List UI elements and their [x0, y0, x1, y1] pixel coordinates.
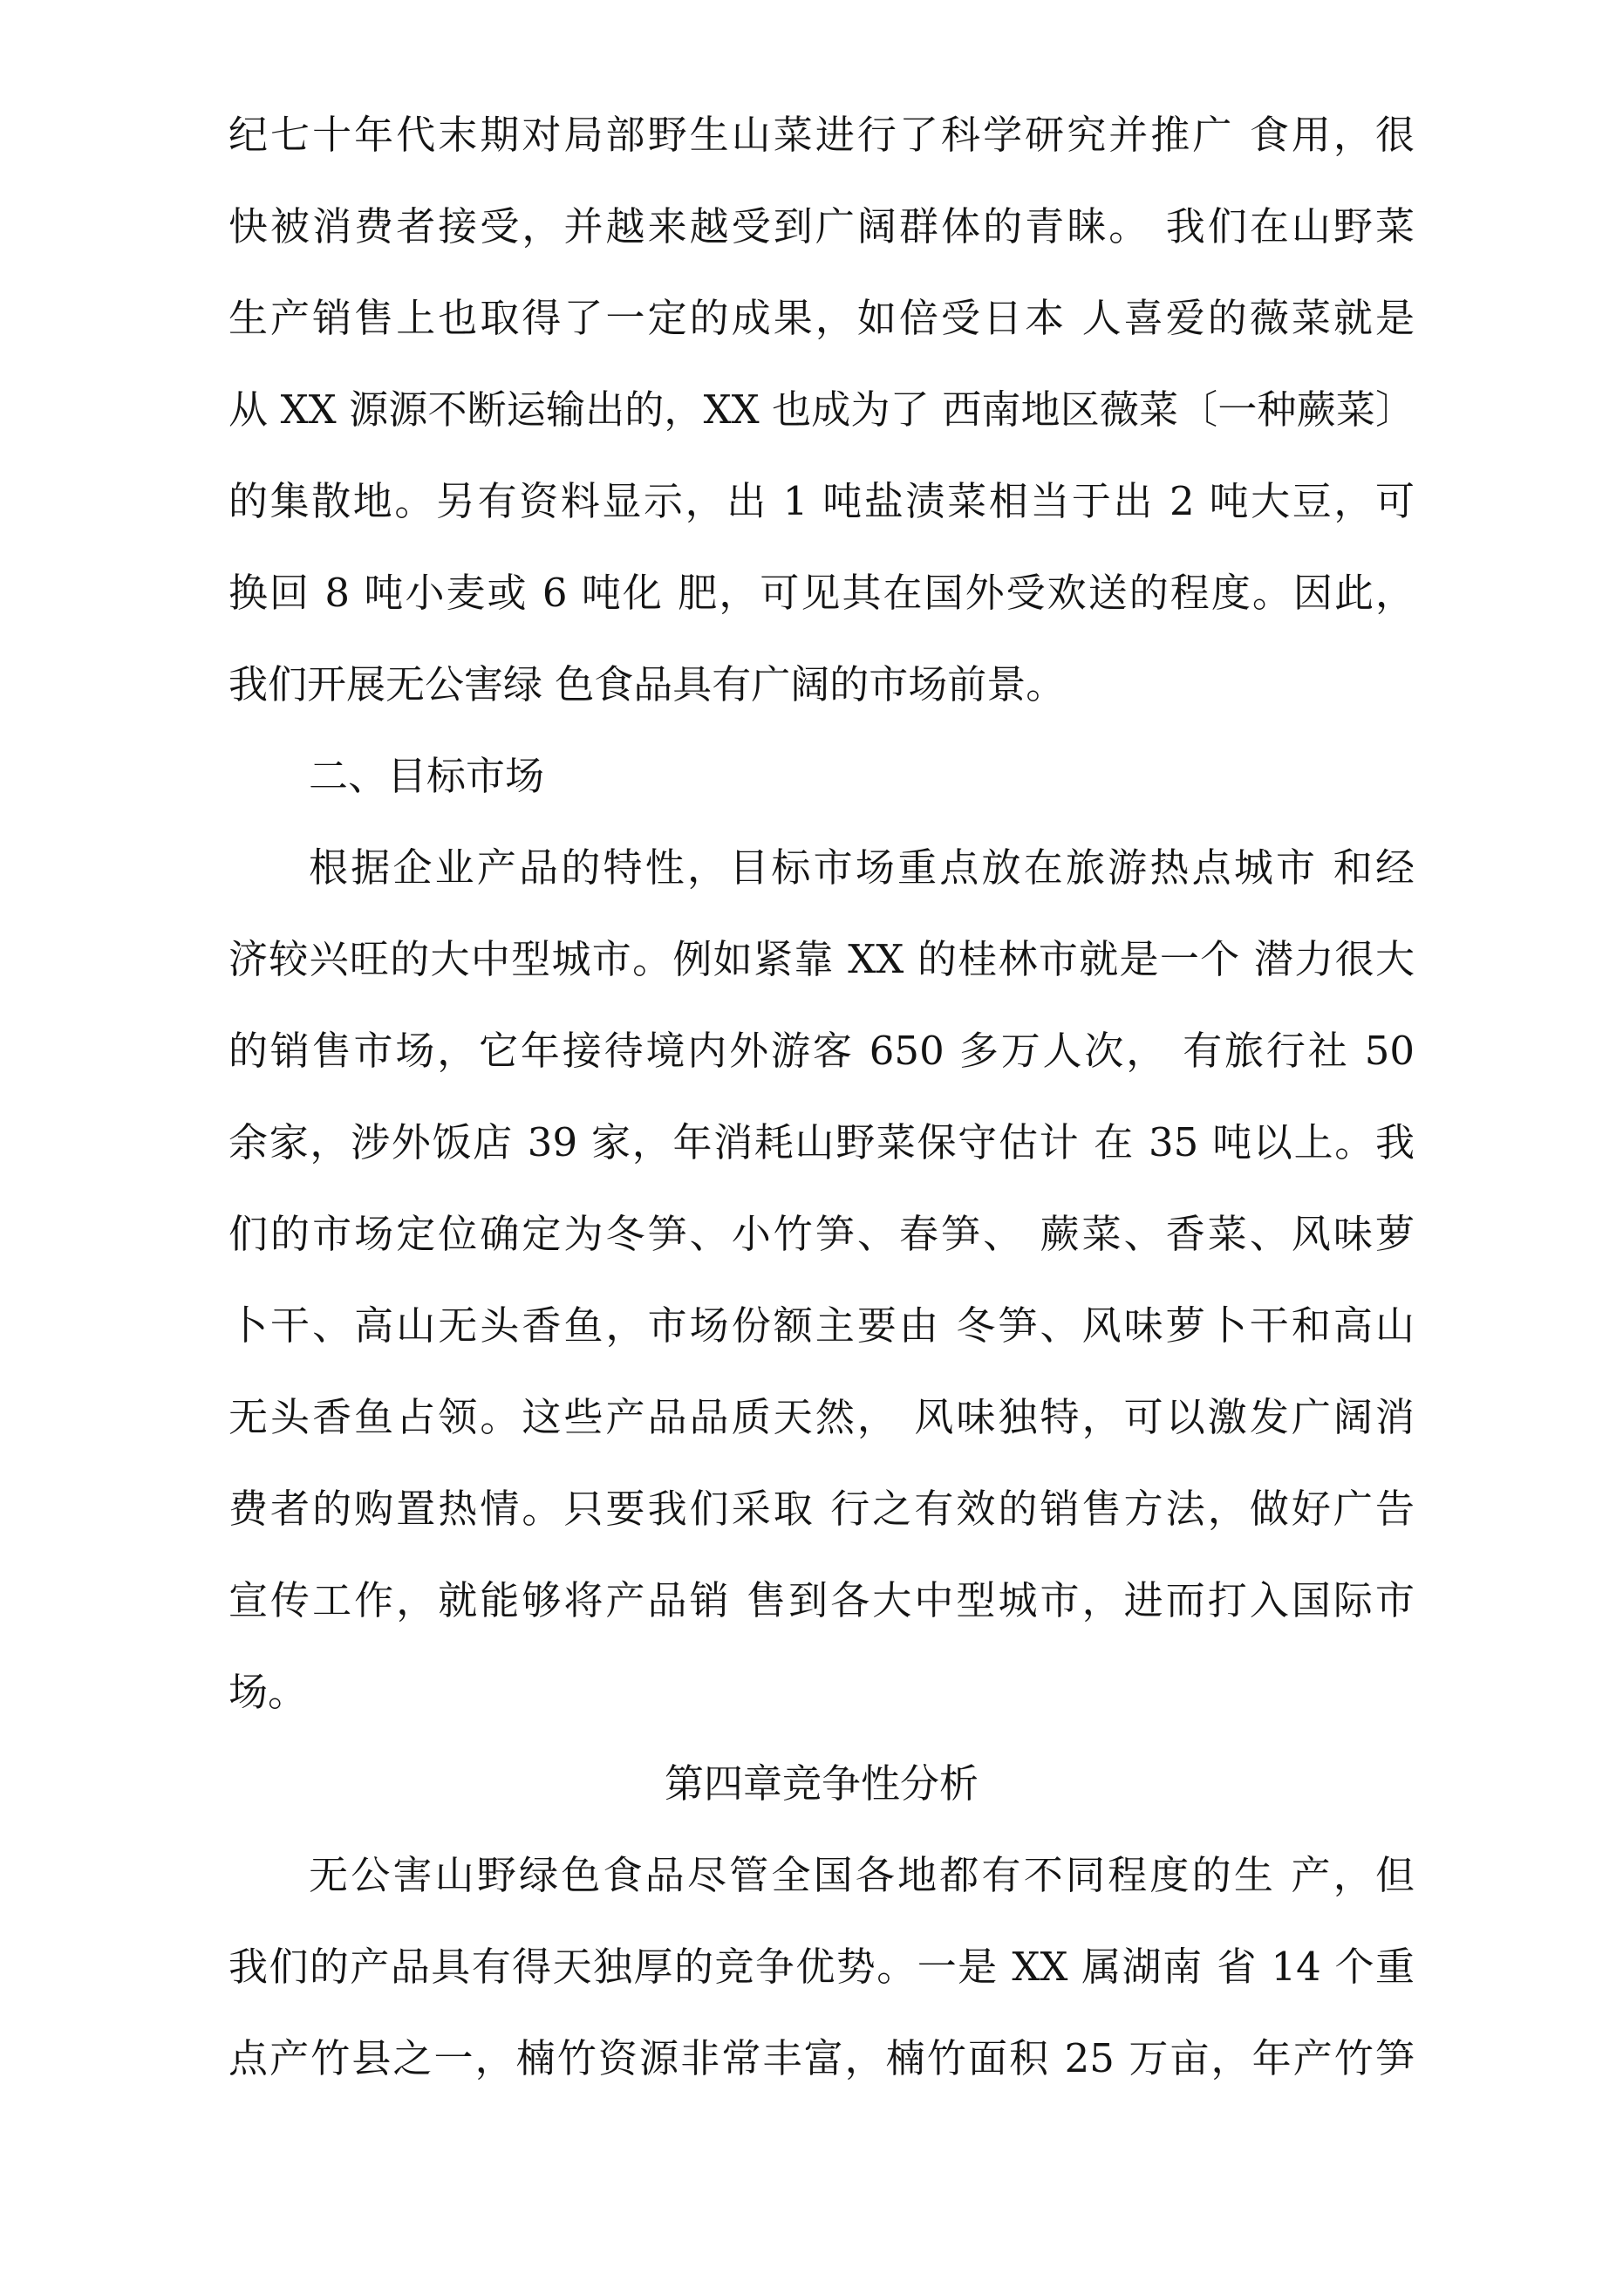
paragraph-1-line-3: 生产销售上也取得了一定的成果，如倍受日本 人喜爱的薇菜就是	[228, 295, 1415, 341]
paragraph-2-line-4: 余家，涉外饭店 39 家，年消耗山野菜保守估计 在 35 吨以上。我	[228, 1119, 1415, 1165]
paragraph-1-line-4: 从 XX 源源不断运输出的，XX 也成为了 西南地区薇菜〔一种蕨菜〕	[228, 386, 1415, 433]
paragraph-2-line-3: 的销售市场，它年接待境内外游客 650 多万人次， 有旅行社 50	[228, 1028, 1415, 1074]
paragraph-2-line-2: 济较兴旺的大中型城市。例如紧靠 XX 的桂林市就是一个 潜力很大	[228, 936, 1415, 982]
paragraph-3-line-2: 我们的产品具有得天独厚的竞争优势。一是 XX 属湖南 省 14 个重	[228, 1944, 1415, 1990]
paragraph-1-line-1: 纪七十年代末期对局部野生山菜进行了科学研究并推广 食用，很	[228, 112, 1415, 158]
section-heading-target-market: 二、目标市场	[309, 753, 545, 799]
paragraph-1-line-2: 快被消费者接受，并越来越受到广阔群体的青睐。 我们在山野菜	[228, 203, 1415, 249]
chapter-heading-competitive-analysis: 第四章竞争性分析	[664, 1760, 979, 1807]
paragraph-2-line-5: 们的市场定位确定为冬笋、小竹笋、春笋、 蕨菜、香菜、风味萝	[228, 1211, 1415, 1257]
paragraph-2-line-9: 宣传工作，就能够将产品销 售到各大中型城市，进而打入国际市	[228, 1577, 1415, 1623]
paragraph-2-line-10: 场。	[228, 1669, 308, 1715]
paragraph-1-line-5: 的集散地。另有资料显示，出 1 吨盐渍菜相当于出 2 吨大豆，可	[228, 478, 1415, 524]
paragraph-3-line-1: 无公害山野绿色食品尽管全国各地都有不同程度的生 产，但	[309, 1852, 1415, 1898]
paragraph-2-line-6: 卜干、高山无头香鱼，市场份额主要由 冬笋、风味萝卜干和高山	[228, 1302, 1415, 1349]
paragraph-1-line-7: 我们开展无公害绿 色食品具有广阔的市场前景。	[228, 661, 1066, 707]
paragraph-2-line-1: 根据企业产品的特性，目标市场重点放在旅游热点城市 和经	[309, 844, 1415, 891]
paragraph-2-line-8: 费者的购置热情。只要我们采取 行之有效的销售方法，做好广告	[228, 1486, 1415, 1532]
paragraph-2-line-7: 无头香鱼占领。这些产品品质天然， 风味独特，可以激发广阔消	[228, 1394, 1415, 1440]
paragraph-3-line-3: 点产竹县之一，楠竹资源非常丰富，楠竹面积 25 万亩，年产竹笋	[228, 2035, 1415, 2081]
paragraph-1-line-6: 换回 8 吨小麦或 6 吨化 肥，可见其在国外受欢送的程度。因此，	[228, 570, 1415, 616]
